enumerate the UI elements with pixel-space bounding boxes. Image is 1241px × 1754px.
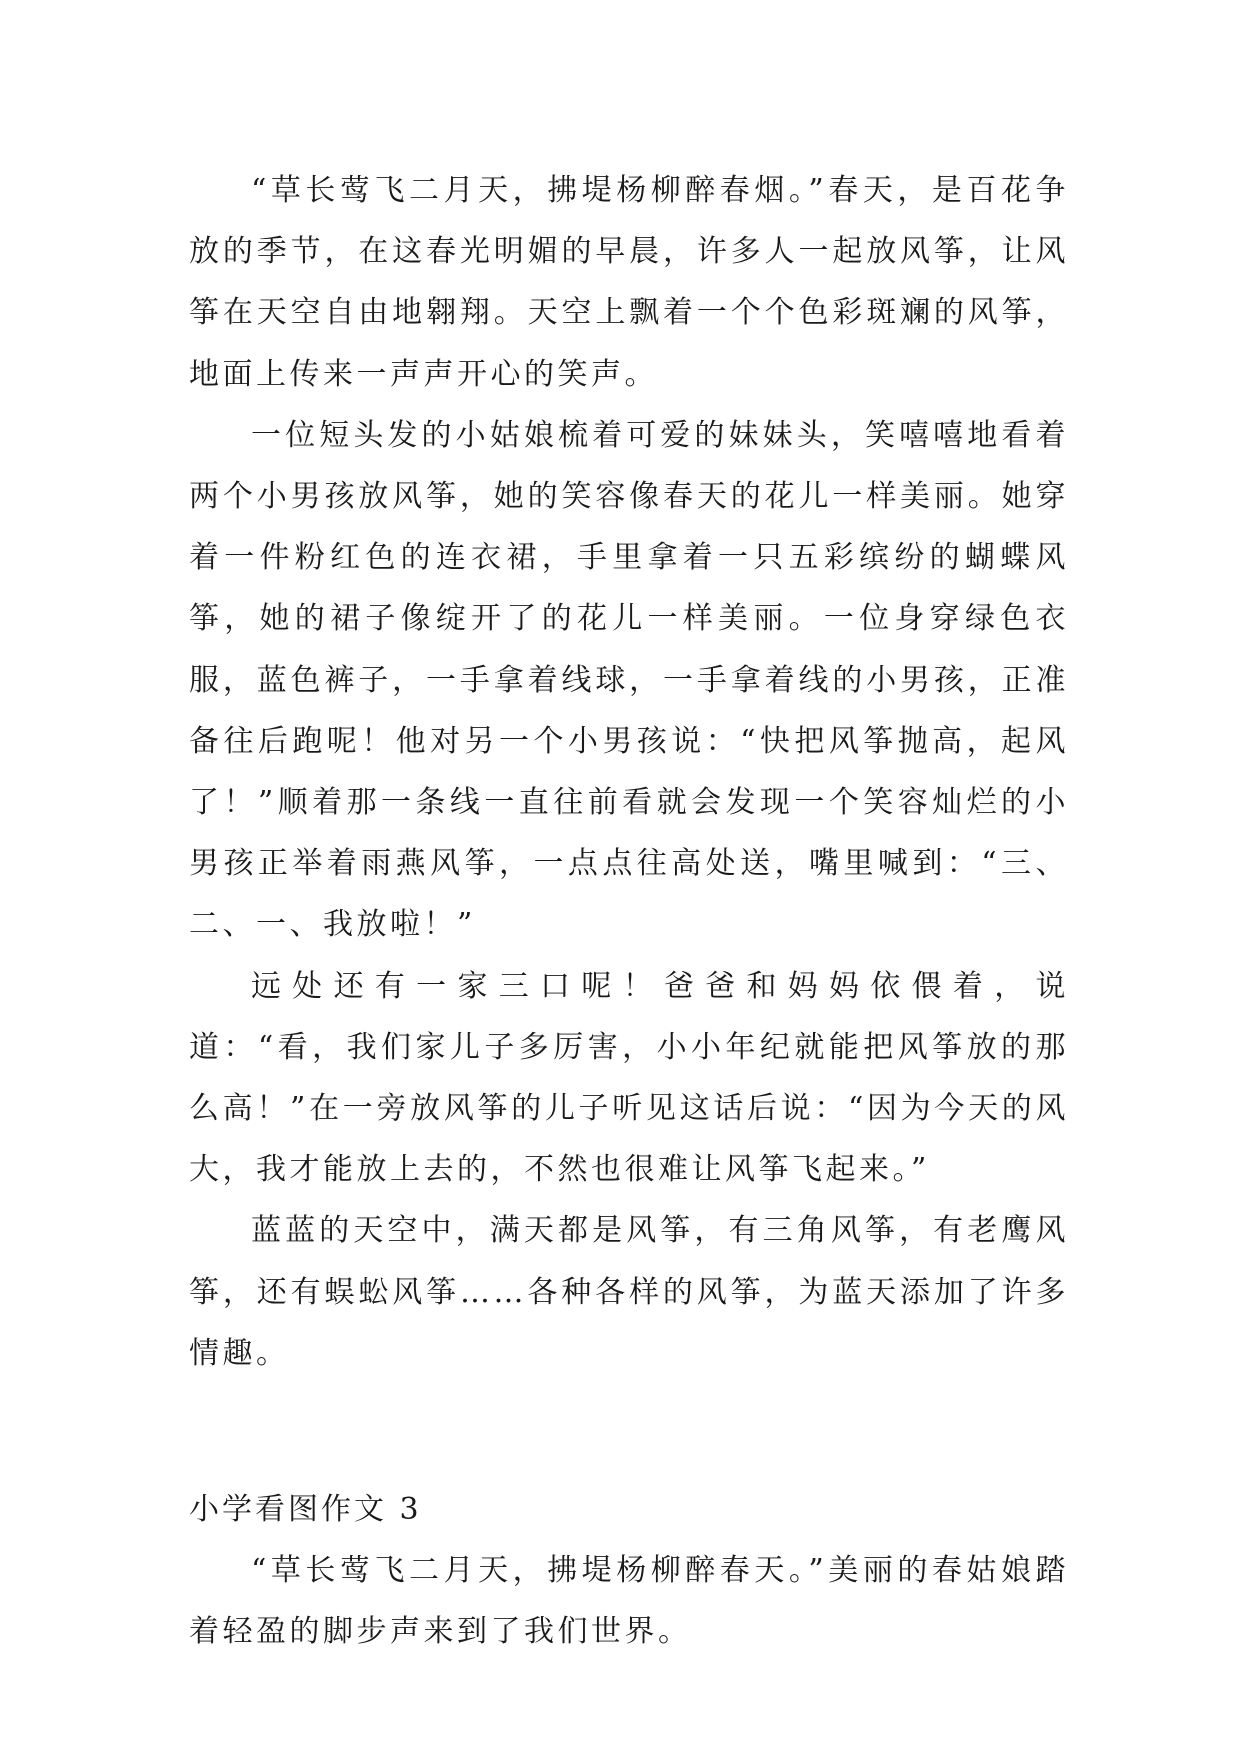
- paragraph-family: 远处还有一家三口呢！爸爸和妈妈依偎着，说道：“看，我们家儿子多厉害，小小年纪就能把风筝放的那么高！”在一旁放风筝的儿子听见这话后说：“因为今天的风大，我才能放上去的，不然也很难让风筝飞起来。”: [189, 968, 1069, 1188]
- paragraph-sky-kites: 蓝蓝的天空中，满天都是风筝，有三角风筝，有老鹰风筝，还有蜈蚣风筝……各种各样的风筝，为蓝天添加了许多情趣。: [189, 1213, 1069, 1371]
- section-heading: 小学看图作文 3: [189, 1492, 422, 1528]
- paragraph-spring-intro: “草长莺飞二月天，拂堤杨柳醉春烟。”春天，是百花争放的季节，在这春光明媚的早晨，许多人一起放风筝，让风筝在天空自由地翱翔。天空上飘着一个个色彩斑斓的风筝，地面上传来一声声开心的笑声。: [189, 173, 1069, 392]
- document-page: [189, 160, 1069, 1663]
- paragraph-essay3-intro: “草长莺飞二月天，拂堤杨柳醉春天。”美丽的春姑娘踏着轻盈的脚步声来到了我们世界。: [189, 1553, 1069, 1650]
- paragraph-girl-and-boys: 一位短头发的小姑娘梳着可爱的妹妹头，笑嘻嘻地看着两个小男孩放风筝，她的笑容像春天的花儿一样美丽。她穿着一件粉红色的连衣裙，手里拿着一只五彩缤纷的蝴蝶风筝，她的裙子像绽开了的花儿一样美丽。一位身穿绿色衣服，蓝色裤子，一手拿着线球，一手拿着线的小男孩，正准备往后跑呢！他对另一个小男孩说：“快把风筝抛高，起风了！”顺着那一条线一直往前看就会发现一个笑容灿烂的小男孩正举着雨燕风筝，一点点往高处送，嘴里喊到：“三、二、一、我放啦！”: [189, 417, 1069, 943]
